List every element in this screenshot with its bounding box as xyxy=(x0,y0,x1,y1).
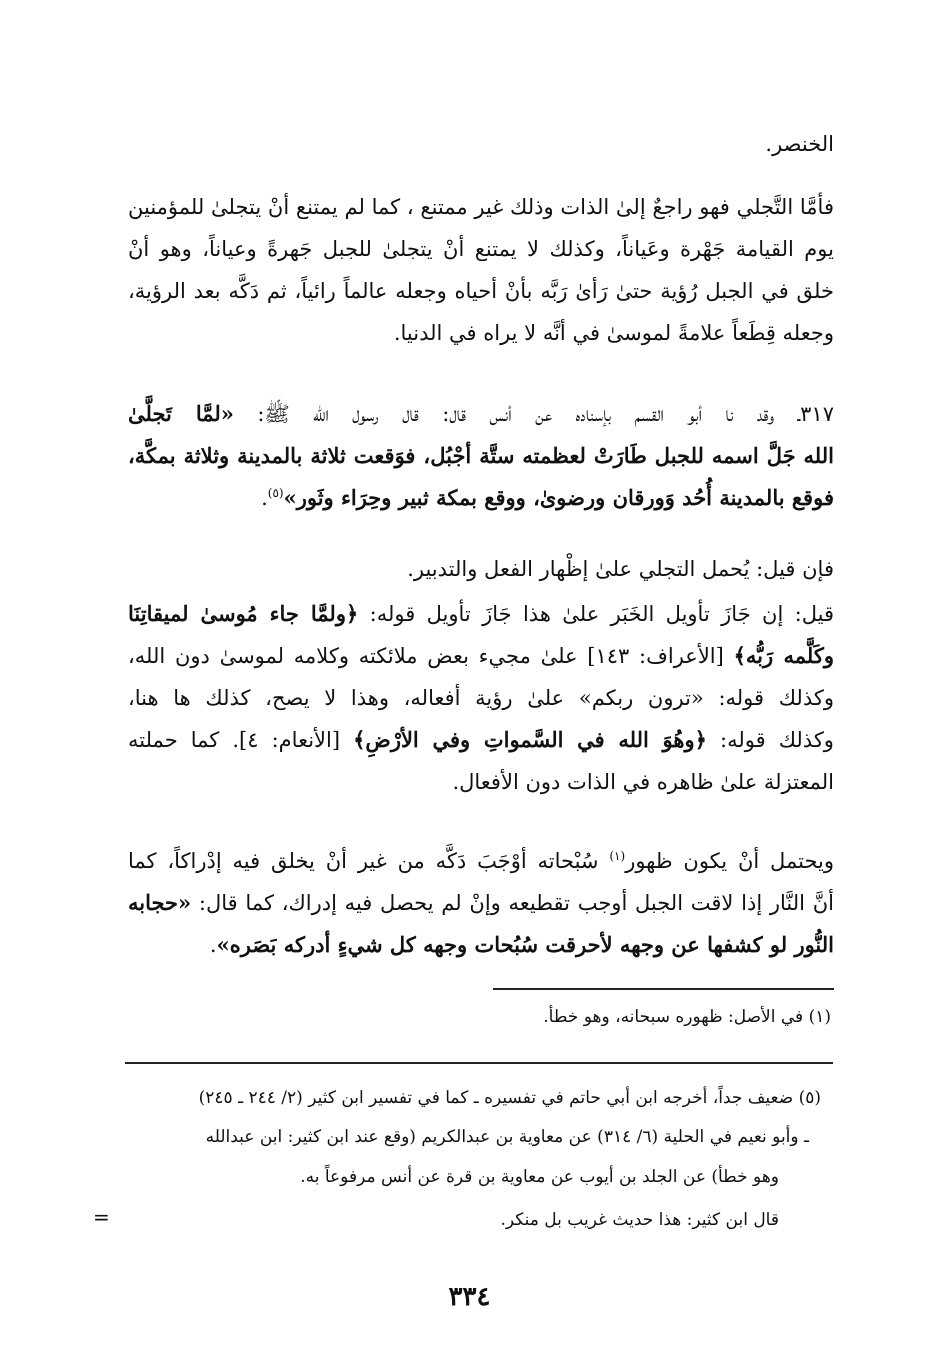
footnote-5-line: (٥) ضعيف جداً، أخرجه ابن أبي حاتم في تفسيره ـ كما في تفسير ابن كثير (٢/ ٢٤٤ ـ ٢٤٥) xyxy=(198,1088,821,1108)
footnote-ref-1[interactable]: (١) xyxy=(609,849,626,863)
footnote-5-line: وهو خطأ) عن الجلد بن أيوب عن معاوية بن قرة عن أنس مرفوعاً به. xyxy=(300,1167,779,1187)
reply-text: وكذلك قوله: xyxy=(720,728,834,752)
text-line xyxy=(128,840,834,882)
footnote-1: (١) في الأصل: ظهوره سبحانه، وهو خطأ. xyxy=(543,1007,831,1027)
text-line: وكذلك قوله: «ترون ربكم» علىٰ رؤية أفعاله، وهذا لا يصح، كذلك ها هنا، xyxy=(128,686,834,710)
continued-text xyxy=(128,123,834,165)
text-line xyxy=(128,477,834,519)
quran-verse: وكَلَّمه رَبُّه﴾ xyxy=(733,643,834,668)
body-text: أنَّ النَّار إذا لاقت الجبل أوجب تقطيعه وإنْ لم يحصل فيه إدراك، كما قال: xyxy=(198,891,834,915)
paragraph-tajalli xyxy=(128,186,834,354)
footnote-divider-long xyxy=(125,1062,833,1064)
hadith-text: النُّور لو كشفها عن وجهه لأحرقت سُبُحات وجهه كل شيءٍ أدركه بَصَره» xyxy=(216,932,834,957)
hadith-text: الله جَلَّ اسمه للجبل طَارَتْ لعظمته ستَّة أجْبُل، فوَقعت ثلاثة بالمدينة وثلاثة بمكَّة، xyxy=(128,443,834,468)
text-line: فإن قيل: يُحمل التجلي علىٰ إظْهار الفعل والتدبير. xyxy=(407,557,834,581)
hadith-text: «حجابه xyxy=(128,890,192,915)
period: . xyxy=(209,933,217,957)
footnote-ref-5[interactable]: (٥) xyxy=(267,486,284,500)
text-line: يوم القيامة جَهْرة وعَياناً، وكذلك لا يمتنع أنْ يتجلىٰ للجبل جَهرةً وعياناً، وهو أنْ xyxy=(128,237,834,261)
footnote-divider-short xyxy=(493,988,834,990)
body-text: سُبْحاته أوْجَبَ دَكَّه من غير أنْ يخلق فيه إدْراكاً، كما xyxy=(128,849,599,873)
footnote-5-line: ـ وأبو نعيم في الحلية (٦/ ٣١٤) عن معاوية بن عبدالكريم (وقع عند ابن كثير: ابن عبدالله xyxy=(205,1127,809,1147)
text-line: وجعله قِطَعاً علامةً لموسىٰ في أنَّه لا يراه في الدنيا. xyxy=(393,321,834,345)
quran-verse: ﴿وهُوَ الله في السَّمواتِ وفي الأرْضِ﴾ xyxy=(353,727,707,752)
text-line xyxy=(128,593,834,635)
reply-text: [الأعراف: ١٤٣] علىٰ مجيء بعض ملائكته وكلامه لموسىٰ دون الله، xyxy=(128,644,724,668)
footnote-5-line: قال ابن كثير: هذا حديث غريب بل منكر. xyxy=(500,1210,779,1230)
text-line: الخنصر. xyxy=(765,132,834,156)
narration-intro: ٣١٧ـ وقد نا أبو القسم بإسناده عن أنس قال: قال رسول الله ﷺ: xyxy=(257,402,834,426)
reply-text: [الأنعام: ٤]. كما حملته xyxy=(128,728,341,752)
body-text: ويحتمل أنْ يكون ظهور xyxy=(625,849,834,873)
quran-verse: ﴿ولمَّا جاء مُوسىٰ لميقاتِنَا xyxy=(128,601,359,626)
paragraph-hadith-317 xyxy=(128,393,834,519)
hadith-text: فوقع بالمدينة أُحُد وَورقان ورضوىٰ، ووقع بمكة ثبير وحِرَاء وثَور» xyxy=(283,485,834,510)
text-line xyxy=(128,635,834,677)
text-line xyxy=(128,882,834,924)
text-line: فأمَّا التَّجلي فهو راجعٌ إلىٰ الذات وذلك غير ممتنع ، كما لم يمتنع أنْ يتجلىٰ للمؤمنين xyxy=(128,195,834,219)
text-line xyxy=(128,393,834,435)
text-line xyxy=(128,924,834,966)
period: . xyxy=(261,486,268,510)
paragraph-objection xyxy=(128,548,834,590)
paragraph-reply xyxy=(128,593,834,803)
page-number: ٣٣٤ xyxy=(448,1282,491,1312)
text-line: خلق في الجبل رُؤية حتىٰ رَأىٰ رَبَّه بأنْ أحياه وجعله عالماً رائياً، ثم دَكَّه بعد الرؤية، xyxy=(128,279,834,303)
hadith-text: «لمَّا تَجلَّىٰ xyxy=(128,401,234,426)
continuation-mark: = xyxy=(93,1205,110,1229)
paragraph-possibility xyxy=(128,840,834,966)
reply-text: قيل: إن جَازَ تأويل الخَبَر علىٰ هذا جَازَ تأويل قوله: xyxy=(369,602,834,626)
text-line xyxy=(128,719,834,761)
text-line: المعتزلة علىٰ ظاهره في الذات دون الأفعال. xyxy=(452,770,834,794)
